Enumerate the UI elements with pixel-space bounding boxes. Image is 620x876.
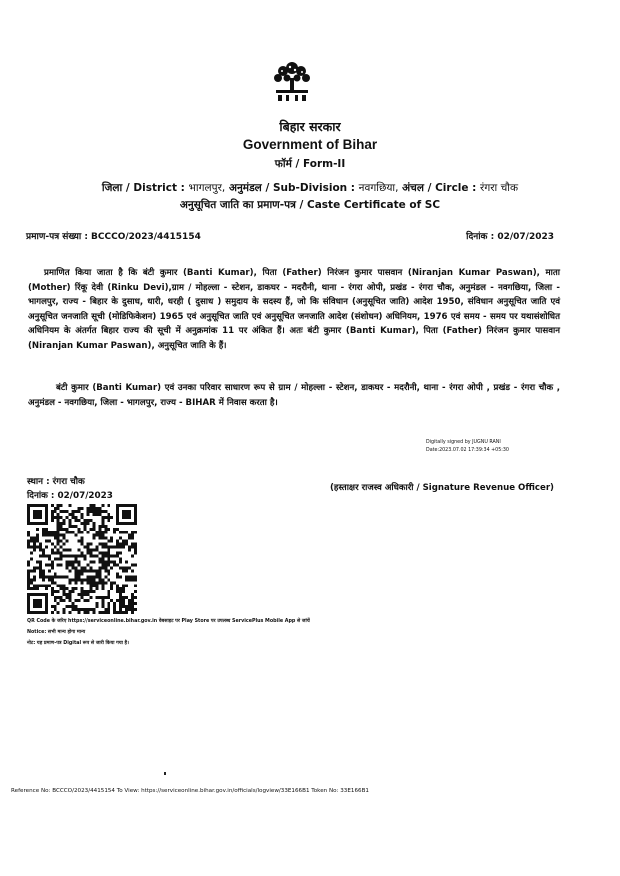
reference-line: Reference No: BCCCO/2023/4415154 To View: https://serviceonline.bihar.gov.in/officials/logview/33E166B1 Token No: 33E166B1: [11, 788, 369, 794]
certificate-body-paragraph: प्रमाणित किया जाता है कि बंटी कुमार (Banti Kumar), पिता (Father) निरंजन कुमार पासवान (Niranjan Kumar Paswan), माता (Mother) रिंकू देवी (Rinku Devi),ग्राम / मोहल्ला - स्टेशन, डाकघर - मदरौनी, थाना - रंगरा ओपी, प्रखंड - रंगरा चौक, अनुमंडल - नवगछिया, जिला - भागलपुर, राज्य - बिहार के दुसाध, धारी, धरही ( दुसाध ) समुदाय के सदस्य हैं, जो कि संविधान (अनुसूचित जाति) आदेश 1950, संविधान अनुसूचित जाति एवं अनुसूचित जनजाति सूची (मोडिफिकेशन) 1965 एवं अनुसूचित जाति एवं अनुसूचित जनजाति आदेश (संशोधन) अधिनियम, 1976 एवं समय - समय पर यथासंशोधित अधिनियम के अंतर्गत बिहार राज्य की सूची में अनुक्रमांक 11 पर अंकित हैं। अतः बंटी कुमार (Banti Kumar), पिता (Father) निरंजन कुमार पासवान (Niranjan Kumar Paswan), अनुसूचित जाति के हैं।: [28, 268, 560, 351]
jurisdiction-line: [0, 181, 620, 195]
qr-note-line-3: नोट: यह प्रमाण-पत्र Digital रूप से जारी किया गया है।: [27, 641, 129, 646]
digital-signature-date: Date:2023.07.02 17:39:34 +05:30: [426, 448, 509, 453]
qr-verification-note: QR Code के जरिए https://serviceonline.bihar.gov.in वेबसाइट पर Play Store पर उपलब्ध ServicePlus Mobile App से जांचें: [27, 619, 310, 624]
digital-signature-signer: Digitally signed by JUGNU RANI: [426, 440, 501, 445]
place-line: स्थान : रंगरा चौक: [27, 477, 85, 487]
qr-note-line-2: Notice: सभी मान्य होगा मान्य: [27, 630, 86, 635]
issue-date-line: दिनांक : 02/07/2023: [27, 491, 113, 501]
signature-officer-label: (हस्ताक्षर राजस्व अधिकारी / Signature Revenue Officer): [329, 483, 554, 493]
stray-mark: [164, 772, 166, 775]
govt-english-title: Government of Bihar: [242, 137, 378, 152]
qr-code-icon: [27, 504, 137, 614]
certificate-date: दिनांक : 02/07/2023: [466, 232, 554, 242]
bihar-emblem-icon: [268, 58, 316, 104]
circle-label: अंचल / Circle :: [402, 182, 477, 194]
form-label: फॉर्म / Form-II: [274, 158, 346, 170]
circle-value: रंगरा चौक: [480, 182, 519, 194]
residence-paragraph: बंटी कुमार (Banti Kumar) एवं उनका परिवार साधारण रूप से ग्राम / मोहल्ला - स्टेशन, डाकघर - मदरौनी, थाना - रंगरा ओपी , प्रखंड - रंगरा चौक , अनुमंडल - नवगछिया, जिला - भागलपुर, राज्य - BIHAR में निवास करता है।: [28, 383, 560, 408]
subdivision-value: नवगछिया,: [358, 182, 399, 194]
certificate-title: अनुसूचित जाति का प्रमाण-पत्र / Caste Certificate of SC: [179, 199, 441, 211]
certificate-number: प्रमाण-पत्र संख्या : BCCCO/2023/4415154: [26, 232, 201, 242]
govt-hindi-title: बिहार सरकार: [279, 119, 341, 134]
district-value: भागलपुर,: [188, 182, 226, 194]
subdivision-label: अनुमंडल / Sub-Division :: [228, 182, 356, 194]
district-label: जिला / District :: [101, 182, 185, 194]
